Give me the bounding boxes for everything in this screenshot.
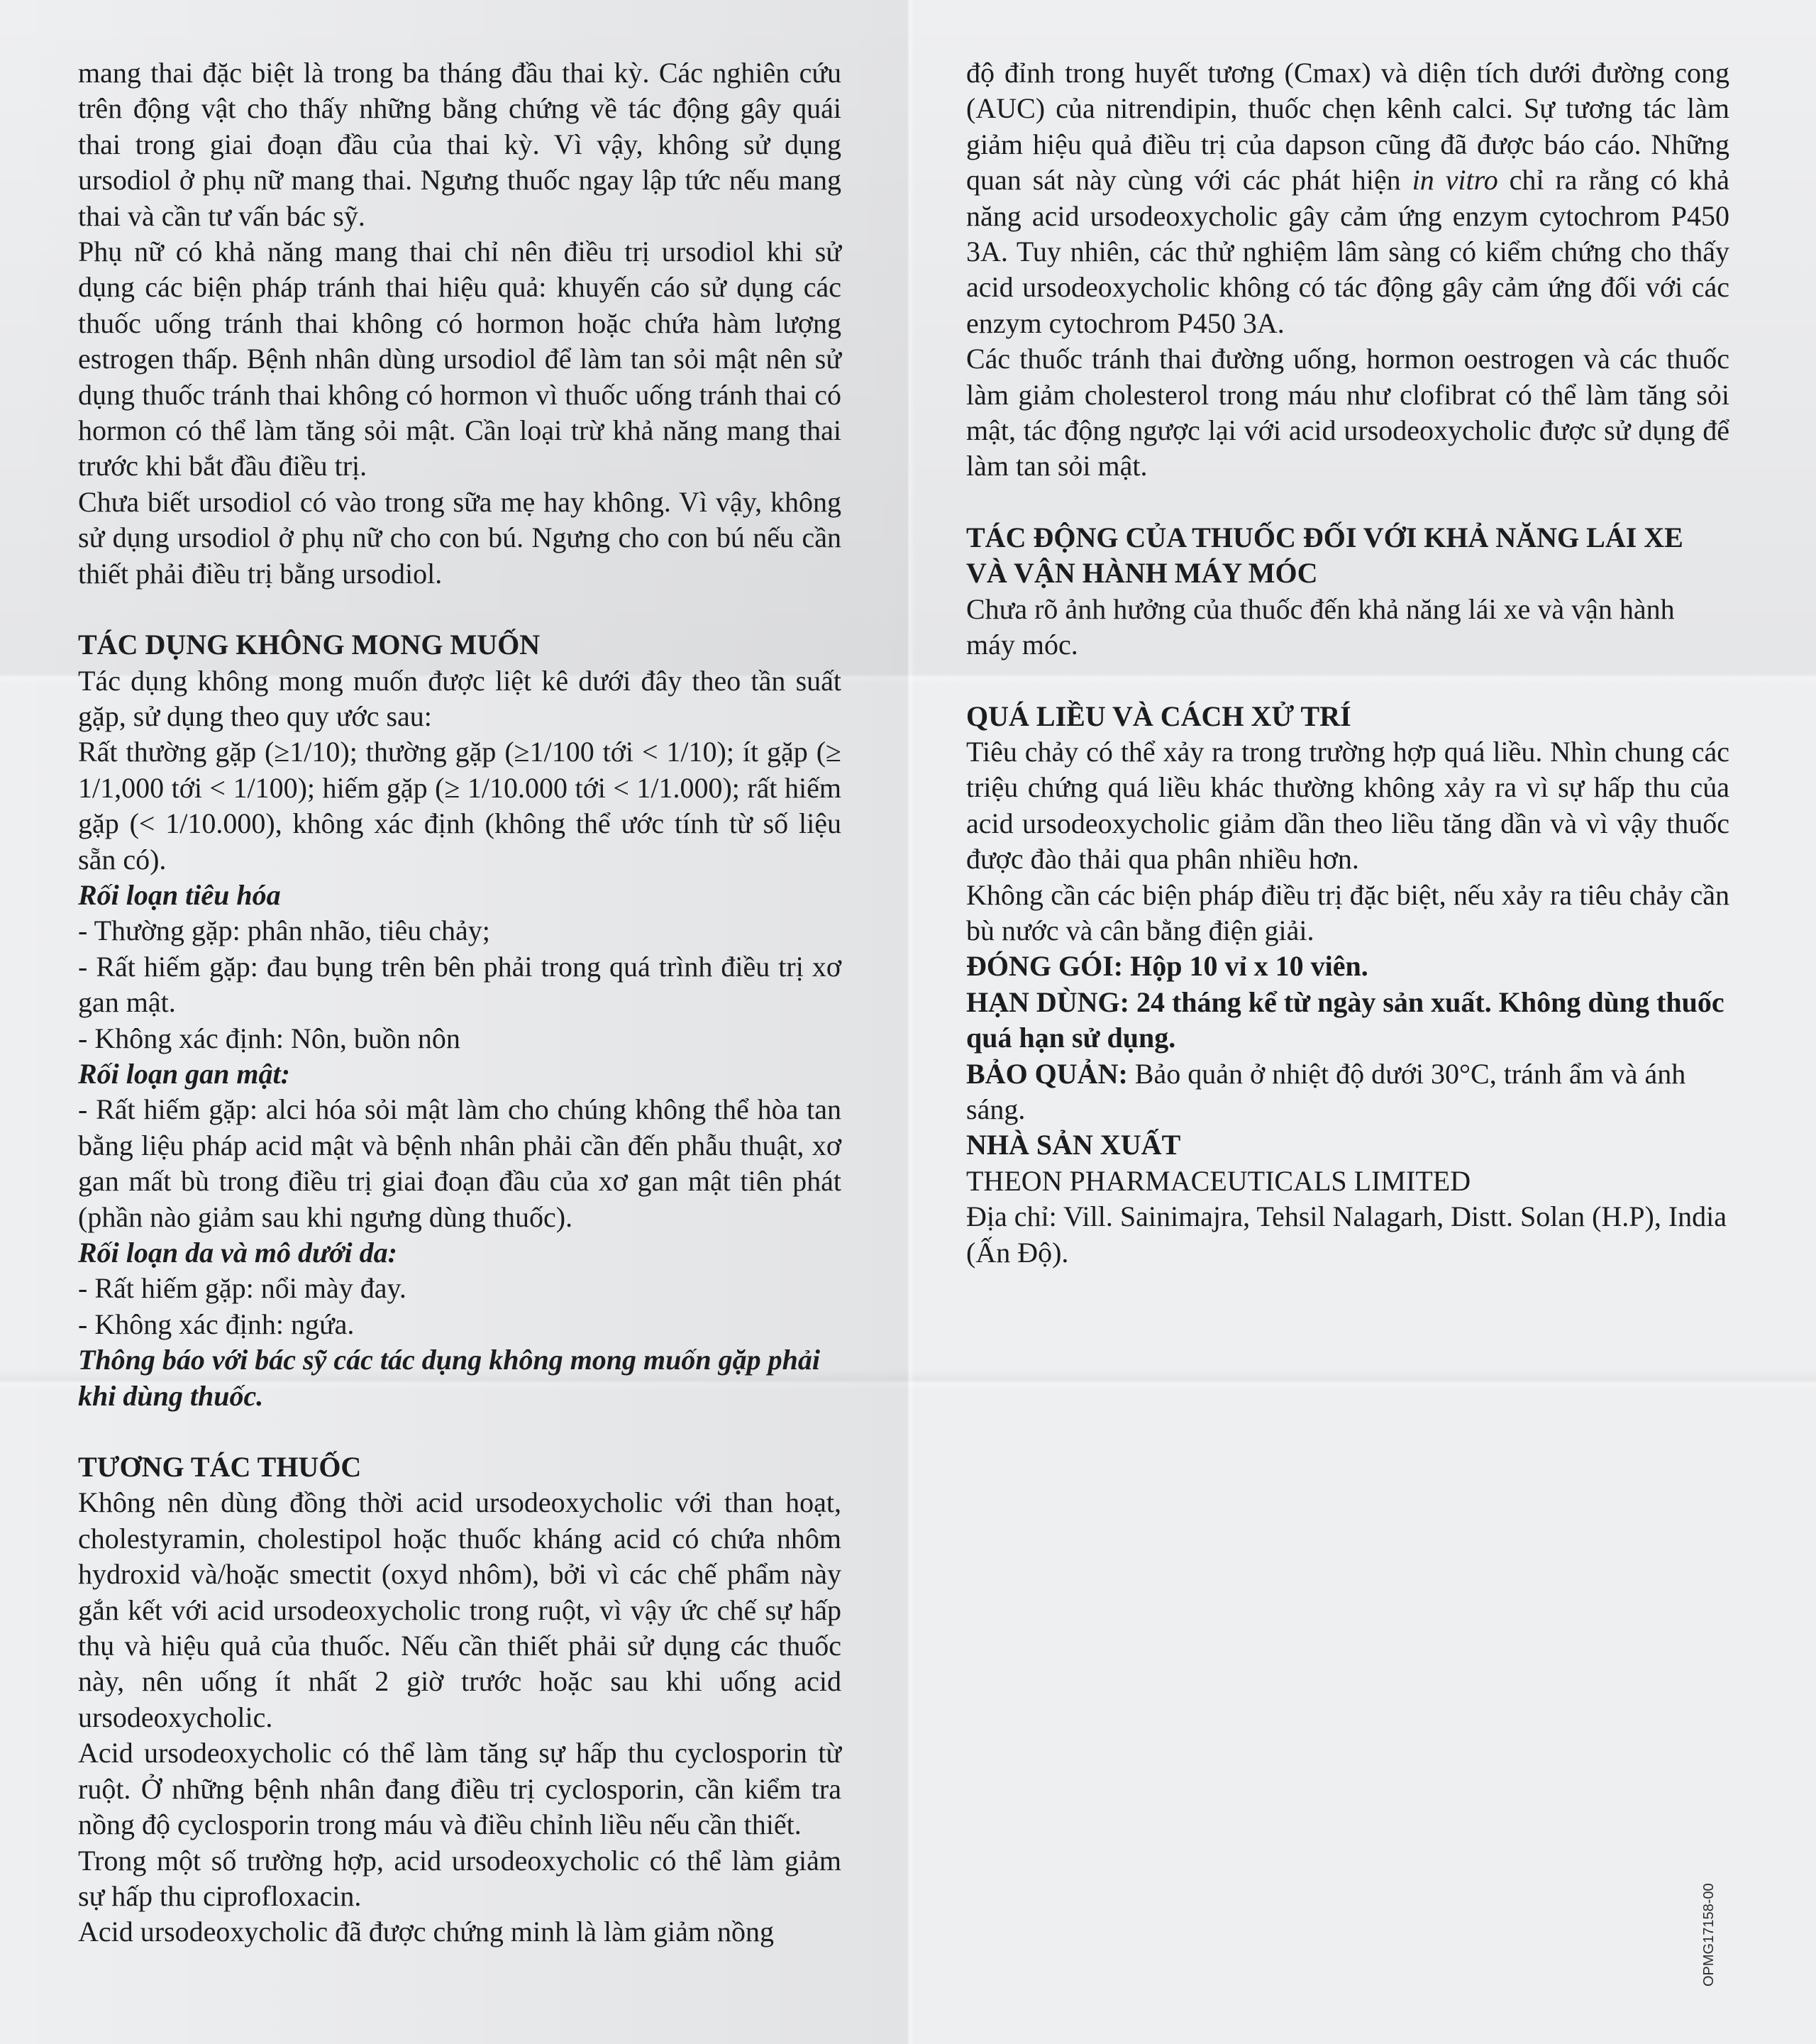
interactions-text-3: Trong một số trường hợp, acid ursodeoxycholic có thể làm giảm sự hấp thu ciprofloxacin. bbox=[78, 1844, 841, 1912]
liver-disorders-heading: Rối loạn gan mật: bbox=[78, 1057, 290, 1090]
gi-item-1: - Thường gặp: phân nhão, tiêu chảy; bbox=[78, 915, 490, 947]
driving-text: Chưa rõ ảnh hưởng của thuốc đến khả năng lái xe và vận hành máy móc. bbox=[966, 592, 1675, 661]
contraceptives-text: Các thuốc tránh thai đường uống, hormon oestrogen và các thuốc làm giảm cholesterol trong máu như clofibrat có thể làm tăng sỏi mật, tác động ngược lại với acid ursodeoxycholic được sử dụng để làm tan sỏi mật. bbox=[966, 343, 1729, 482]
contraception-text: Phụ nữ có khả năng mang thai chỉ nên điều trị ursodiol khi sử dụng các biện pháp tránh thai hiệu quả: khuyến cáo sử dụng các thuốc uống tránh thai không có hormon hoặc chứa hàm lượng estrogen thấp. Bệnh nhân dùng ursodiol để làm tan sỏi mật nên sử dụng thuốc tránh thai không có hormon vì thuốc uống tránh thai có hormon có thể làm tăng sỏi mật. Cần loại trừ khả năng mang thai trước khi bắt đầu điều trị. bbox=[78, 236, 841, 482]
breastfeeding-text: Chưa biết ursodiol có vào trong sữa mẹ hay không. Vì vậy, không sử dụng ursodiol ở phụ nữ cho con bú. Ngưng cho con bú nếu cần thiết phải điều trị bằng ursodiol. bbox=[78, 485, 841, 590]
interactions-heading: TƯƠNG TÁC THUỐC bbox=[78, 1451, 362, 1484]
storage-label: BẢO QUẢN: bbox=[966, 1057, 1128, 1090]
skin-item-1: - Rất hiếm gặp: nổi mày đay. bbox=[78, 1272, 406, 1305]
overdose-heading: QUÁ LIỀU VÀ CÁCH XỬ TRÍ bbox=[966, 700, 1351, 732]
interactions-text-2: Acid ursodeoxycholic có thể làm tăng sự hấp thu cyclosporin từ ruột. Ở những bệnh nhân đang điều trị cyclosporin, cần kiểm tra nồng độ cyclosporin trong máu và điều chỉnh liều nếu cần thiết. bbox=[78, 1737, 841, 1841]
manufacturer-name: THEON PHARMACEUTICALS LIMITED bbox=[966, 1164, 1471, 1197]
manufacturer-address: Địa chỉ: Vill. Sainimajra, Tehsil Nalagarh, Distt. Solan (H.P), India (Ấn Độ). bbox=[966, 1200, 1727, 1269]
overdose-text-1: Tiêu chảy có thể xảy ra trong trường hợp quá liều. Nhìn chung các triệu chứng quá liều khác thường không xảy ra vì sự hấp thu của acid ursodeoxycholic giảm dần theo liều tăng dần và vì vậy thuốc được đào thải qua phân nhiều hơn. bbox=[966, 735, 1729, 875]
skin-item-2: - Không xác định: ngứa. bbox=[78, 1308, 355, 1340]
storage-info bbox=[966, 1056, 1729, 1128]
shelf-life-info: HẠN DÙNG: 24 tháng kể từ ngày sản xuất. Không dùng thuốc quá hạn sử dụng. bbox=[966, 985, 1724, 1054]
skin-disorders-heading: Rối loạn da và mô dưới da: bbox=[78, 1237, 397, 1269]
in-vitro-term: in vitro bbox=[1412, 164, 1498, 197]
gi-item-2: - Rất hiếm gặp: đau bụng trên bên phải trong quá trình điều trị xơ gan mật. bbox=[78, 950, 841, 1019]
gi-disorders-heading: Rối loạn tiêu hóa bbox=[78, 878, 281, 911]
adverse-intro: Tác dụng không mong muốn được liệt kê dưới đây theo tần suất gặp, sử dụng theo quy ước sau: bbox=[78, 664, 841, 732]
adverse-effects-heading: TÁC DỤNG KHÔNG MONG MUỐN bbox=[78, 629, 541, 661]
storage-text: Bảo quản ở nhiệt độ dưới 30°C, tránh ẩm và ánh sáng. bbox=[966, 1057, 1686, 1125]
document-code: OPMG17158-00 bbox=[1701, 1883, 1717, 1987]
frequency-convention: Rất thường gặp (≥1/10); thường gặp (≥1/100 tới < 1/10); ít gặp (≥ 1/1,000 tới < 1/100); hiếm gặp (≥ 1/10.000 tới < 1/1.000); rất hiếm gặp (< 1/10.000), không xác định (không thể ước tính từ số liệu sẵn có). bbox=[78, 736, 841, 875]
interactions-continued-a: độ đỉnh trong huyết tương (Cmax) và diện tích dưới đường cong (AUC) của nitrendipin, thuốc chẹn kênh calci. Sự tương tác làm giảm hiệu quả điều trị của dapson cũng đã được báo cáo. Những quan sát này cùng với các phát hiện bbox=[966, 57, 1729, 197]
interactions-continued-b: chỉ ra rằng có khả năng acid ursodeoxycholic gây cảm ứng enzym cytochrom P450 3A. Tuy nhiên, các thử nghiệm lâm sàng có kiểm chứng cho thấy acid ursodeoxycholic không có tác động gây cảm ứng đối với các enzym cytochrom P450 3A. bbox=[966, 164, 1729, 339]
doctor-notice: Thông báo với bác sỹ các tác dụng không mong muốn gặp phải khi dùng thuốc. bbox=[78, 1344, 821, 1412]
left-column bbox=[78, 55, 841, 1950]
interactions-text-4: Acid ursodeoxycholic đã được chứng minh là làm giảm nồng bbox=[78, 1916, 774, 1948]
manufacturer-heading: NHÀ SẢN XUẤT bbox=[966, 1129, 1181, 1161]
liver-item-1: - Rất hiếm gặp: alci hóa sỏi mật làm cho chúng không thể hòa tan bằng liệu pháp acid mật và bệnh nhân phải cần đến phẫu thuật, xơ gan mất bù trong điều trị giai đoạn đầu của xơ gan mật tiên phát (phần nào giảm sau khi ngưng dùng thuốc). bbox=[78, 1093, 841, 1233]
right-column bbox=[966, 55, 1729, 1271]
gi-item-3: - Không xác định: Nôn, buồn nôn bbox=[78, 1022, 460, 1054]
pregnancy-text: mang thai đặc biệt là trong ba tháng đầu thai kỳ. Các nghiên cứu trên động vật cho thấy những bằng chứng về tác động gây quái thai trong giai đoạn đầu của thai kỳ. Vì vậy, không sử dụng ursodiol ở phụ nữ mang thai. Ngưng thuốc ngay lập tức nếu mang thai và cần tư vấn bác sỹ. bbox=[78, 57, 841, 232]
packing-info: ĐÓNG GÓI: Hộp 10 vỉ x 10 viên. bbox=[966, 950, 1368, 983]
interactions-continued bbox=[966, 55, 1729, 341]
interactions-text-1: Không nên dùng đồng thời acid ursodeoxycholic với than hoạt, cholestyramin, cholestipol hoặc thuốc kháng acid có chứa nhôm hydroxid và/hoặc smectit (oxyd nhôm), bởi vì các chế phẩm này gắn kết với acid ursodeoxycholic trong ruột, vì vậy ức chế sự hấp thụ và hiệu quả của thuốc. Nếu cần thiết phải sử dụng các thuốc này, nên uống ít nhất 2 giờ trước hoặc sau khi uống acid ursodeoxycholic. bbox=[78, 1486, 841, 1733]
overdose-text-2: Không cần các biện pháp điều trị đặc biệt, nếu xảy ra tiêu chảy cần bù nước và cân bằng điện giải. bbox=[966, 878, 1729, 946]
driving-heading: TÁC ĐỘNG CỦA THUỐC ĐỐI VỚI KHẢ NĂNG LÁI XE VÀ VẬN HÀNH MÁY MÓC bbox=[966, 521, 1683, 590]
